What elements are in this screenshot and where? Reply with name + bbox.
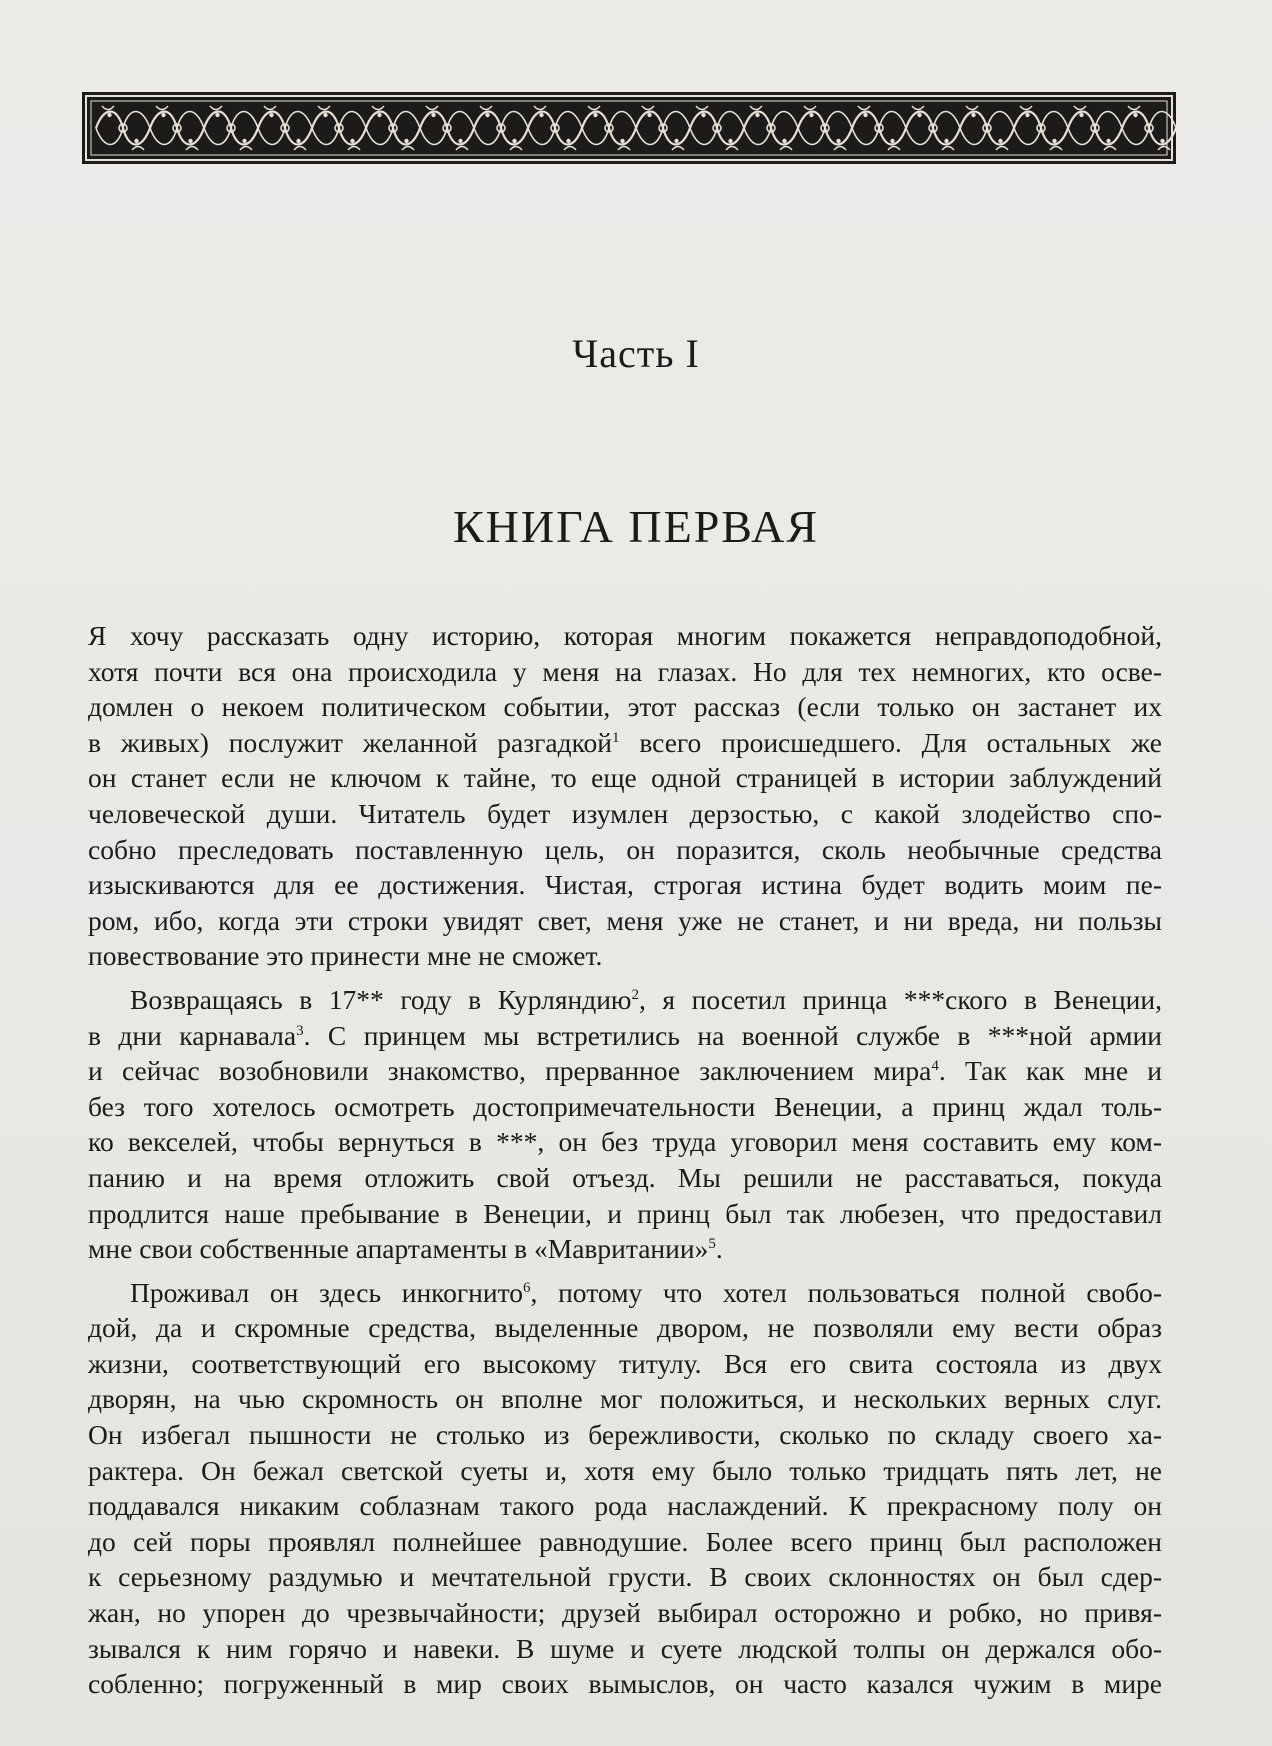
text-line	[88, 1595, 1162, 1631]
ornamental-header-band	[82, 92, 1176, 164]
text-fragment: поддавался никаким соблазнам такого рода наслаждений. К прекрасному полу он	[88, 1490, 1162, 1522]
text-fragment: панию и на время отложить свой отъезд. Мы решили не расставаться, покуда	[88, 1161, 1162, 1193]
text-line	[88, 1381, 1162, 1417]
text-fragment: Возвращаясь в 17** году в Курляндию	[130, 983, 632, 1015]
footnote-marker: 5	[708, 1236, 716, 1253]
text-fragment: Проживал он здесь инкогнито	[130, 1276, 524, 1308]
text-line	[88, 1053, 1162, 1089]
text-line	[88, 1124, 1162, 1160]
text-fragment: дворян, на чью скромность он вполне мог положиться, и нескольких верных слуг.	[88, 1383, 1162, 1415]
text-fragment: .	[715, 1233, 723, 1265]
text-fragment: жан, но упорен до чрезвычайности; друзей выбирал осторожно и робко, но привя-	[88, 1597, 1162, 1629]
text-fragment: изыскиваются для ее достижения. Чистая, строгая истина будет водить моим пе-	[88, 869, 1162, 901]
text-line	[88, 1666, 1162, 1702]
text-line	[88, 796, 1162, 832]
text-fragment: всего происшедшего. Для остальных же	[619, 726, 1162, 758]
text-fragment: Я хочу рассказать одну историю, которая многим покажется неправдоподобной,	[88, 620, 1162, 651]
text-line	[88, 1018, 1162, 1054]
text-fragment: повествование это принести мне не сможет.	[88, 940, 603, 972]
text-line	[88, 1559, 1162, 1595]
text-fragment: без того хотелось осмотреть достопримечательности Венеции, а принц ждал толь-	[88, 1090, 1162, 1122]
paragraph	[88, 618, 1162, 974]
text-fragment: хотя почти вся она происходила у меня на глазах. Но для тех немногих, кто осве-	[88, 655, 1162, 687]
text-line	[88, 938, 1162, 974]
text-fragment: до сей поры проявлял полнейшее равнодушие. Более всего принц был расположен	[88, 1525, 1162, 1557]
text-line	[88, 1310, 1162, 1346]
ornament-pattern	[82, 92, 1176, 164]
footnote-marker: 3	[296, 1022, 304, 1039]
text-fragment: человеческой души. Читатель будет изумлен дерзостью, с какой злодейство спо-	[88, 797, 1162, 829]
text-line	[88, 1275, 1162, 1311]
text-line	[88, 1231, 1162, 1267]
text-fragment: рактера. Он бежал светской суеты и, хотя ему было только тридцать пять лет, не	[88, 1454, 1162, 1486]
text-line	[88, 654, 1162, 690]
text-fragment: ром, ибо, когда эти строки увидят свет, меня уже не станет, и ни вреда, ни пользы	[88, 904, 1162, 936]
text-fragment: в дни карнавала	[88, 1019, 297, 1051]
footnote-marker: 6	[523, 1279, 531, 1296]
text-line	[88, 1631, 1162, 1667]
text-fragment: домлен о некоем политическом событии, этот рассказ (если только он застанет их	[88, 691, 1162, 723]
text-line	[88, 1524, 1162, 1560]
text-fragment: дой, да и скромные средства, выделенные двором, не позволяли ему вести образ	[88, 1312, 1162, 1344]
text-fragment: собленно; погруженный в мир своих вымыслов, он часто казался чужим в мире	[88, 1668, 1162, 1700]
paragraph	[88, 1275, 1162, 1702]
text-line	[88, 1453, 1162, 1489]
text-fragment: жизни, соответствующий его высокому титулу. Вся его свита состояла из двух	[88, 1347, 1162, 1379]
text-fragment: , я посетил принца ***ского в Венеции,	[638, 983, 1162, 1015]
text-fragment: Он избегал пышности не столько из бережливости, сколько по складу своего ха-	[88, 1419, 1162, 1451]
text-line	[88, 760, 1162, 796]
text-line	[88, 867, 1162, 903]
text-line	[88, 1417, 1162, 1453]
book-title: КНИГА ПЕРВАЯ	[452, 501, 819, 552]
paragraph	[88, 982, 1162, 1267]
text-line	[88, 1089, 1162, 1125]
text-line	[88, 1346, 1162, 1382]
text-fragment: он станет если не ключом к тайне, то еще одной страницей в истории заблуждений	[88, 762, 1162, 794]
text-line	[88, 1196, 1162, 1232]
text-fragment: продлится наше пребывание в Венеции, и принц был так любезен, что предоставил	[88, 1197, 1162, 1229]
text-line	[88, 903, 1162, 939]
text-line	[88, 982, 1162, 1018]
text-fragment: , потому что хотел пользоваться полной свобо-	[530, 1276, 1162, 1308]
text-line	[88, 725, 1162, 761]
text-fragment: зывался к ним горячо и навеки. В шуме и суете людской толпы он держался обо-	[88, 1632, 1162, 1664]
text-line	[88, 832, 1162, 868]
footnote-marker: 4	[931, 1058, 939, 1075]
text-fragment: мне свои собственные апартаменты в «Мавритании»	[88, 1233, 709, 1265]
text-fragment: собно преследовать поставленную цель, он поразится, сколь необычные средства	[88, 833, 1162, 865]
footnote-marker: 1	[612, 729, 620, 746]
text-line	[88, 618, 1162, 654]
part-title: Часть I	[572, 331, 700, 376]
body-text	[88, 618, 1162, 1702]
text-fragment: и сейчас возобновили знакомство, прерванное заключением мира	[88, 1055, 932, 1087]
text-line	[88, 1160, 1162, 1196]
text-line	[88, 1488, 1162, 1524]
text-fragment: ко векселей, чтобы вернуться в ***, он без труда уговорил меня составить ему ком-	[88, 1126, 1162, 1158]
text-fragment: . Так как мне и	[938, 1055, 1162, 1087]
text-fragment: в живых) послужит желанной разгадкой	[88, 726, 613, 758]
footnote-marker: 2	[631, 986, 639, 1003]
text-fragment: к серьезному раздумью и мечтательной грусти. В своих склонностях он был сдер-	[88, 1561, 1162, 1593]
text-line	[88, 689, 1162, 725]
text-fragment: . С принцем мы встретились на военной службе в ***ной армии	[303, 1019, 1162, 1051]
